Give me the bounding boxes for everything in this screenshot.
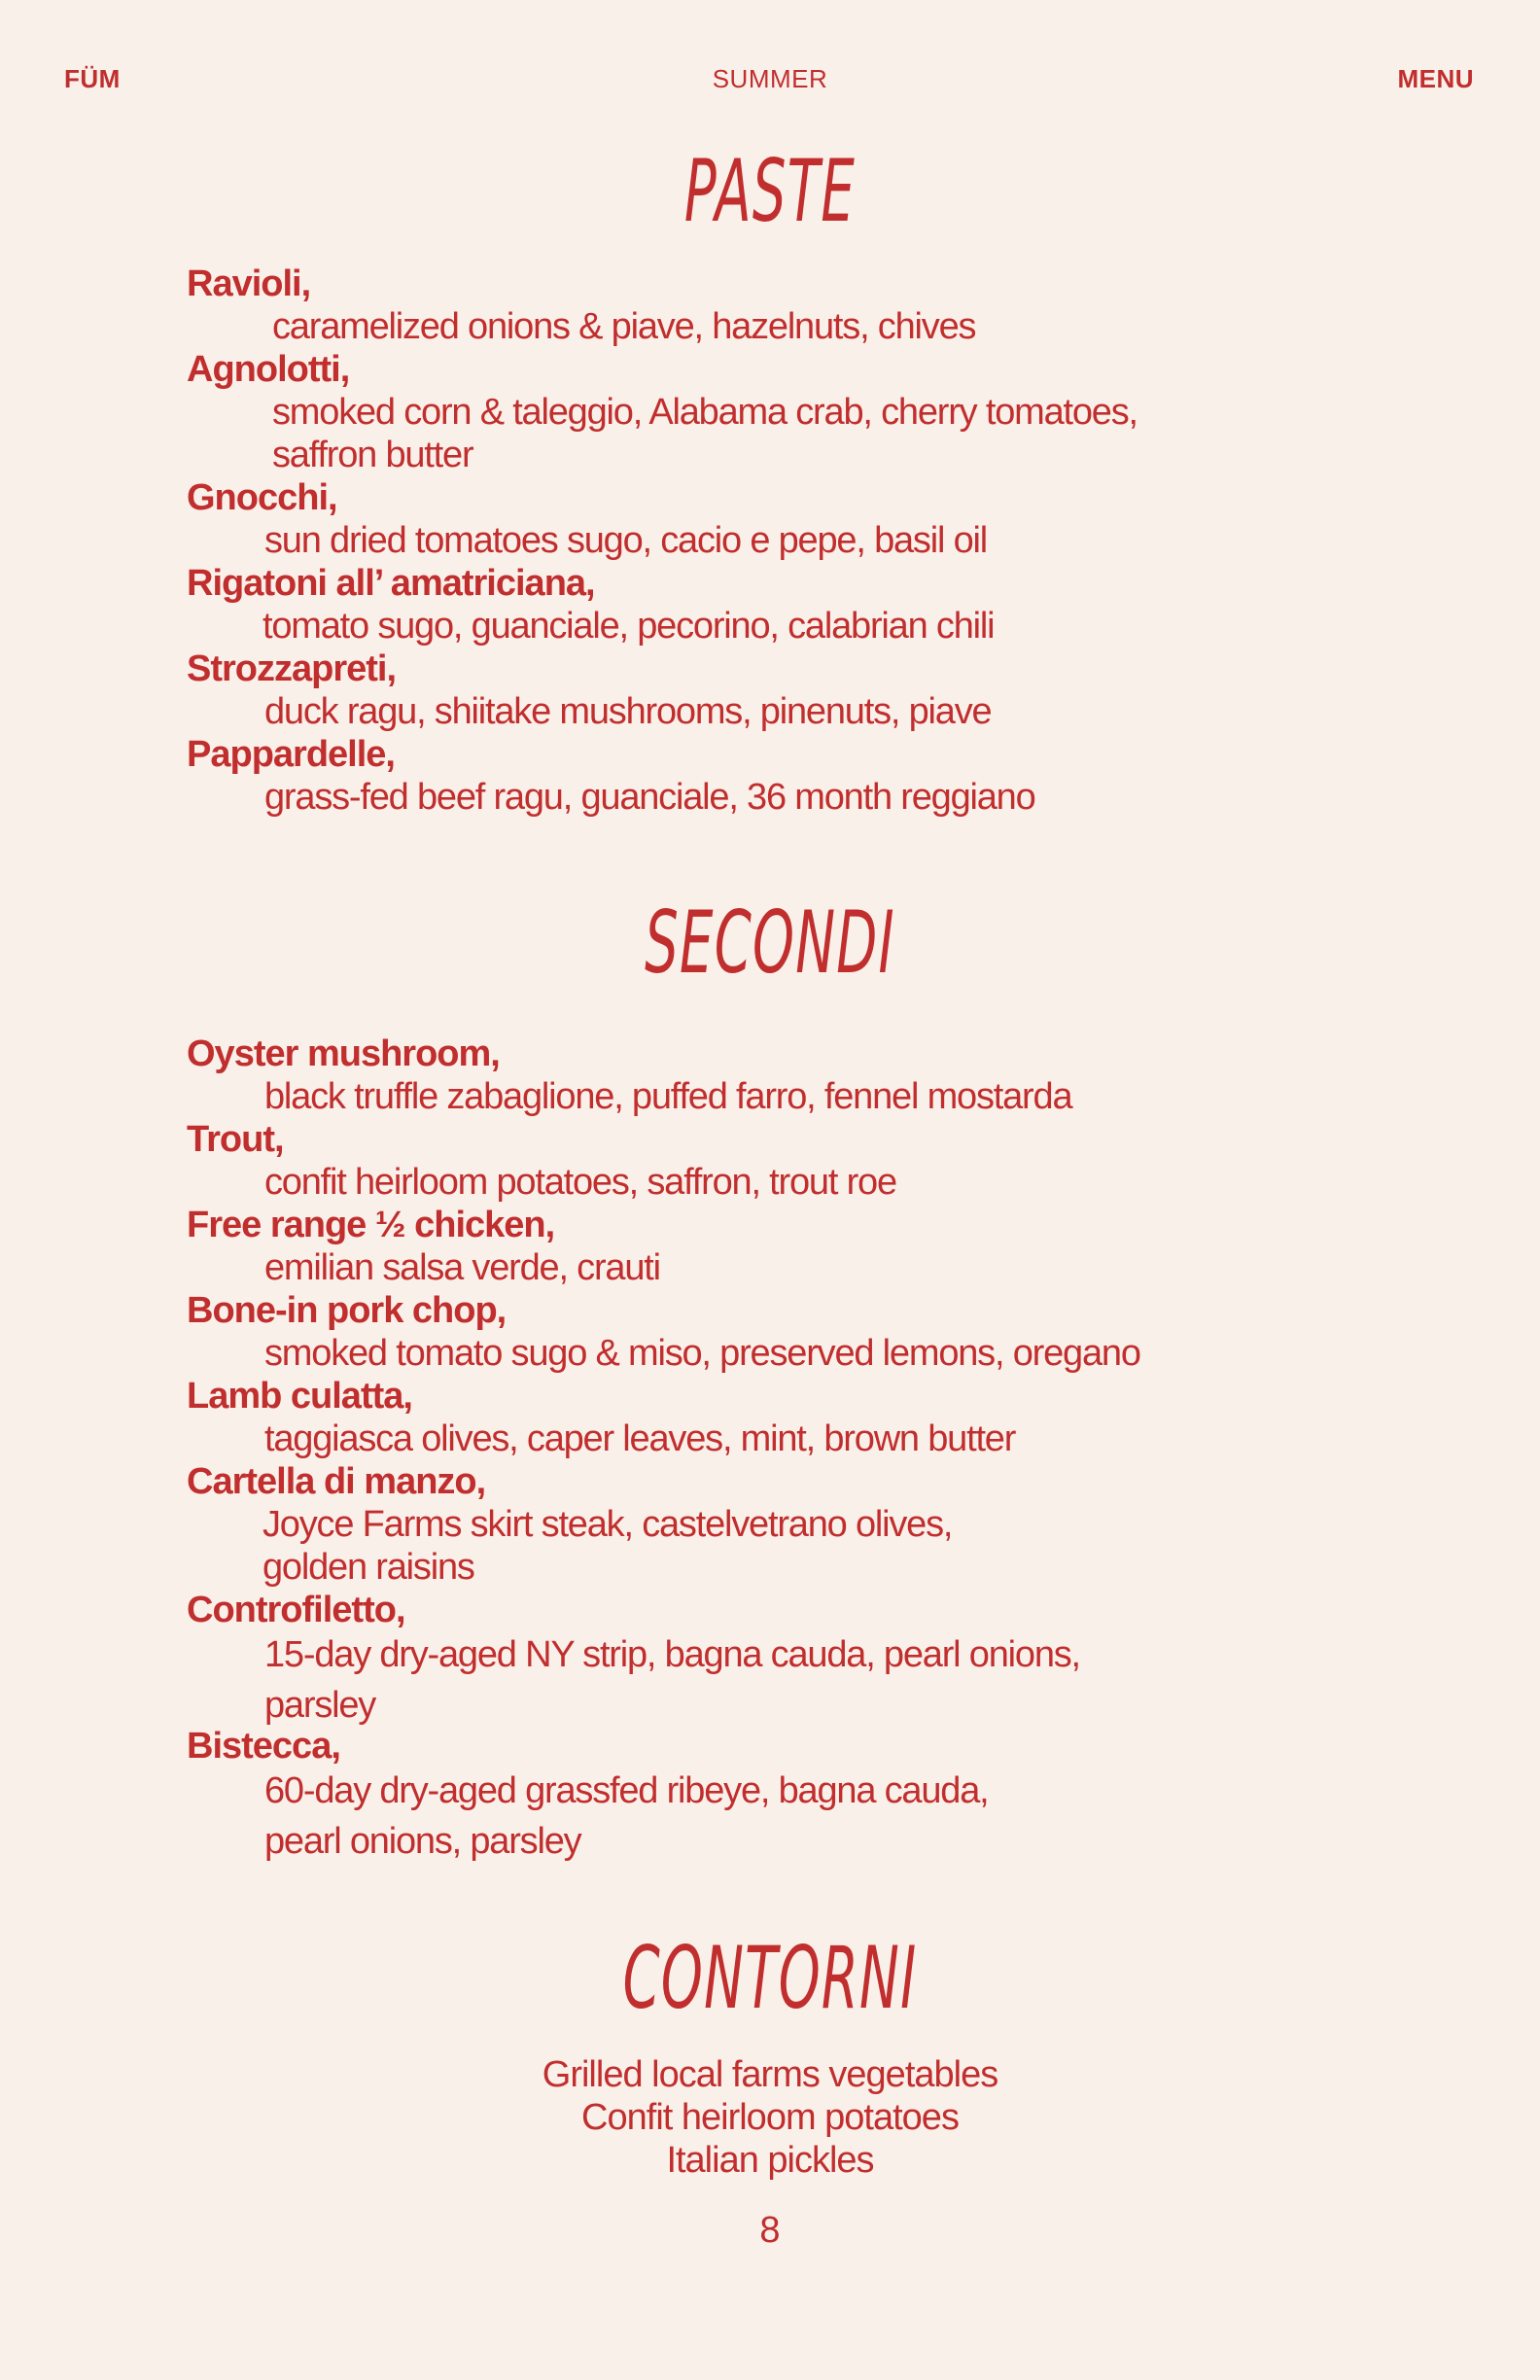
header-season-label: SUMMER [712, 64, 828, 93]
dish-description: caramelized onions & piave, hazelnuts, chives [272, 306, 976, 347]
dish-description: taggiasca olives, caper leaves, mint, brown butter [264, 1418, 1016, 1459]
dish-description: confit heirloom potatoes, saffron, trout roe [264, 1162, 896, 1203]
dish-description: tomato sugo, guanciale, pecorino, calabrian chili [262, 606, 995, 647]
dish-description: grass-fed beef ragu, guanciale, 36 month reggiano [264, 777, 1035, 818]
page-number: 8 [759, 2210, 781, 2251]
dish-description: black truffle zabaglione, puffed farro, fennel mostarda [264, 1076, 1072, 1117]
dish-description: Joyce Farms skirt steak, castelvetrano olives, [262, 1504, 953, 1545]
contorni-item: Grilled local farms vegetables [542, 2054, 998, 2095]
section-title-contorni: CONTORNI [622, 1928, 918, 2028]
dish-description: pearl onions, parsley [264, 1821, 581, 1862]
dish-description: emilian salsa verde, crauti [264, 1247, 660, 1288]
header-left-label: FÜM [64, 64, 121, 93]
section-title-paste: PASTE [683, 141, 857, 241]
dish-name: Bone-in pork chop, [187, 1290, 507, 1331]
dish-name: Gnocchi, [187, 477, 337, 518]
dish-description: smoked tomato sugo & miso, preserved lemons, oregano [264, 1333, 1140, 1374]
section-title-secondi: SECONDI [645, 892, 895, 993]
contorni-item: Confit heirloom potatoes [581, 2097, 959, 2138]
header-right-label: MENU [1397, 64, 1474, 93]
dish-description: smoked corn & taleggio, Alabama crab, cherry tomatoes, [272, 392, 1138, 433]
dish-name: Controfiletto, [187, 1590, 405, 1630]
dish-description: saffron butter [272, 435, 473, 475]
contorni-item: Italian pickles [666, 2140, 874, 2181]
dish-name: Free range ½ chicken, [187, 1205, 555, 1245]
dish-name: Oyster mushroom, [187, 1033, 500, 1074]
dish-name: Agnolotti, [187, 349, 350, 390]
dish-description: 15-day dry-aged NY strip, bagna cauda, pearl onions, [264, 1634, 1080, 1675]
dish-name: Bistecca, [187, 1726, 340, 1767]
dish-description: sun dried tomatoes sugo, cacio e pepe, basil oil [264, 520, 987, 561]
dish-name: Cartella di manzo, [187, 1461, 486, 1502]
dish-description: 60-day dry-aged grassfed ribeye, bagna cauda, [264, 1770, 989, 1811]
dish-description: parsley [264, 1685, 376, 1726]
dish-name: Ravioli, [187, 263, 311, 304]
dish-name: Pappardelle, [187, 734, 395, 775]
dish-name: Trout, [187, 1119, 284, 1160]
dish-description: duck ragu, shiitake mushrooms, pinenuts, piave [264, 691, 992, 732]
dish-description: golden raisins [262, 1547, 474, 1588]
dish-name: Lamb culatta, [187, 1376, 412, 1417]
dish-name: Rigatoni all’ amatriciana, [187, 563, 595, 604]
dish-name: Strozzapreti, [187, 648, 397, 689]
